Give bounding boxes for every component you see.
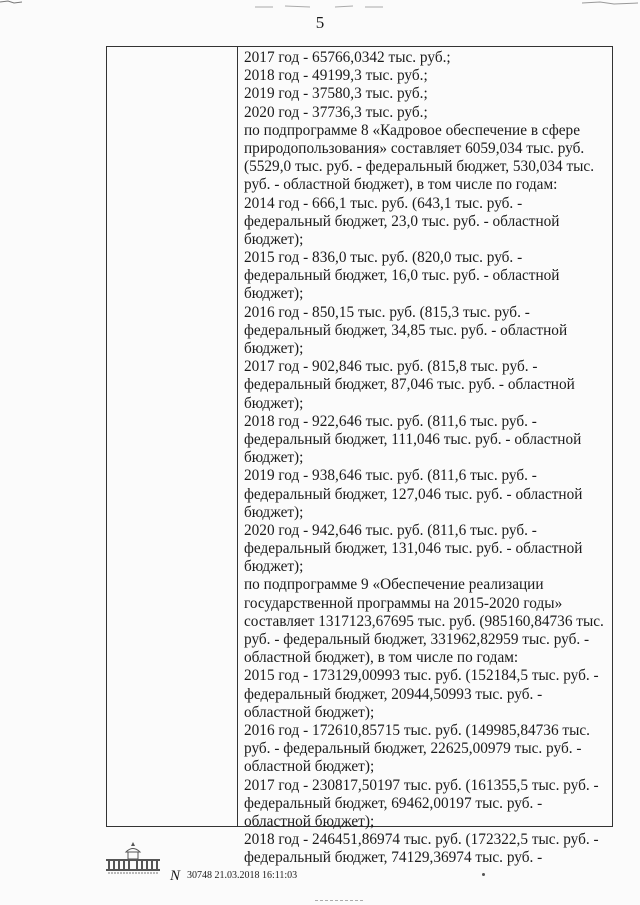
- content-line: по подпрограмме 9 «Обеспечение реализации: [244, 576, 544, 594]
- content-line: областной бюджет), в том числе по годам:: [244, 649, 519, 667]
- content-cell: [244, 49, 610, 867]
- stamp-text: 30748 21.03.2018 16:11:03: [187, 870, 298, 881]
- content-line: бюджет);: [244, 285, 304, 303]
- content-line: федеральный бюджет, 131,046 тыс. руб. - областной: [244, 540, 583, 558]
- content-line: руб. - федеральный бюджет, 22625,00979 тыс. руб. -: [244, 740, 582, 758]
- content-line: 2014 год - 666,1 тыс. руб. (643,1 тыс. руб. -: [244, 194, 523, 212]
- content-line: федеральный бюджет, 16,0 тыс. руб. - областной: [244, 267, 560, 285]
- page-number: 5: [315, 13, 325, 32]
- content-line: руб. - областной бюджет), в том числе по годам:: [244, 176, 558, 194]
- content-line: 2017 год - 65766,0342 тыс. руб.;: [244, 49, 451, 66]
- content-line: государственной программы на 2015-2020 годы»: [244, 594, 563, 612]
- content-line: федеральный бюджет, 74129,36974 тыс. руб. -: [244, 849, 543, 867]
- content-line: 2019 год - 938,646 тыс. руб. (811,6 тыс. руб. -: [244, 467, 537, 485]
- content-line: 2016 год - 172610,85715 тыс. руб. (149985,84736 тыс.: [244, 721, 591, 739]
- content-line: федеральный бюджет, 20944,50993 тыс. руб. -: [244, 685, 543, 703]
- column-divider: [237, 47, 238, 826]
- scan-artifact: [482, 873, 485, 876]
- content-line: бюджет);: [244, 449, 304, 467]
- content-line: федеральный бюджет, 69462,00197 тыс. руб. -: [244, 794, 543, 812]
- content-line: федеральный бюджет, 23,0 тыс. руб. - областной: [244, 212, 560, 230]
- scan-artifact: [315, 899, 365, 902]
- content-line: областной бюджет);: [244, 758, 375, 776]
- content-line: областной бюджет);: [244, 703, 375, 721]
- content-line: федеральный бюджет, 111,046 тыс. руб. - областной: [244, 430, 582, 448]
- content-line: бюджет);: [244, 230, 304, 248]
- content-line: 2017 год - 230817,50197 тыс. руб. (161355,5 тыс. руб. -: [244, 776, 599, 794]
- content-line: бюджет);: [244, 340, 304, 357]
- content-line: 2017 год - 902,846 тыс. руб. (815,8 тыс. руб. -: [244, 358, 538, 376]
- content-line: составляет 1317123,67695 тыс. руб. (985160,84736 тыс.: [244, 612, 604, 630]
- content-line: 2020 год - 37736,3 тыс. руб.;: [244, 103, 428, 121]
- scan-artifact: [580, 0, 640, 6]
- stamp-sign: N: [170, 868, 181, 884]
- content-line: бюджет);: [244, 558, 304, 576]
- content-line: природопользования» составляет 6059,034 тыс. руб.: [244, 139, 585, 157]
- content-line: 2018 год - 246451,86974 тыс. руб. (172322,5 тыс. руб. -: [244, 831, 599, 849]
- content-line: 2020 год - 942,646 тыс. руб. (811,6 тыс. руб. -: [244, 521, 537, 539]
- document-table: [106, 46, 613, 867]
- content-line: 2015 год - 173129,00993 тыс. руб. (152184,5 тыс. руб. -: [244, 667, 599, 685]
- content-line: руб. - федеральный бюджет, 331962,82959 тыс. руб. -: [244, 631, 590, 648]
- content-line: 2018 год - 49199,3 тыс. руб.;: [244, 67, 428, 85]
- content-line: федеральный бюджет, 127,046 тыс. руб. - областной: [244, 485, 583, 503]
- content-line: 2016 год - 850,15 тыс. руб. (815,3 тыс. руб. -: [244, 303, 530, 321]
- content-line: (5529,0 тыс. руб. - федеральный бюджет, 530,034 тыс.: [244, 158, 595, 176]
- content-line: 2019 год - 37580,3 тыс. руб.;: [244, 85, 428, 103]
- content-line: 2015 год - 836,0 тыс. руб. (820,0 тыс. руб. -: [244, 249, 523, 267]
- content-line: областной бюджет);: [244, 812, 375, 830]
- content-line: 2018 год - 922,646 тыс. руб. (811,6 тыс. руб. -: [244, 412, 537, 430]
- content-line: бюджет);: [244, 394, 304, 412]
- content-line: бюджет);: [244, 503, 304, 521]
- scan-artifact: [255, 5, 385, 9]
- content-line: федеральный бюджет, 34,85 тыс. руб. - областной: [244, 321, 568, 339]
- content-line: по подпрограмме 8 «Кадровое обеспечение в сфере: [244, 121, 580, 139]
- scan-artifact: [0, 0, 24, 6]
- content-line: федеральный бюджет, 87,046 тыс. руб. - областной: [244, 376, 575, 394]
- government-building-logo-icon: [104, 838, 162, 876]
